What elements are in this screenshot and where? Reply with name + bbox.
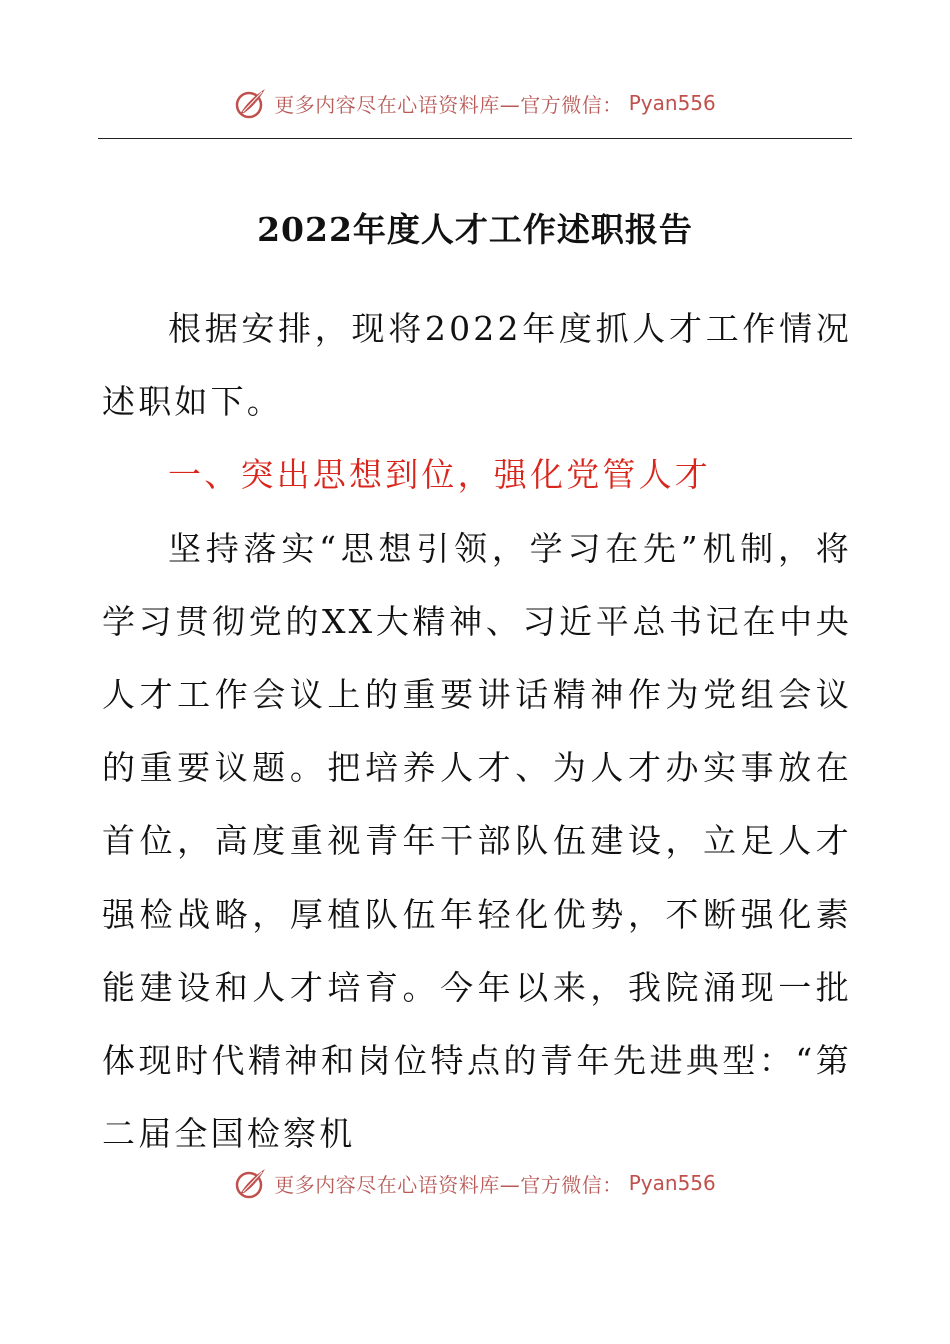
watermark-text: 更多内容尽在心语资料库—官方微信： — [274, 1172, 623, 1197]
footer-watermark — [0, 1166, 950, 1200]
header-divider — [98, 138, 852, 139]
section-heading-1: 一、突出思想到位，强化党管人才 — [168, 455, 711, 495]
document-body — [102, 292, 852, 1170]
document-title: 2022年度人才工作述职报告 — [257, 210, 693, 249]
quill-logo-icon — [234, 1166, 268, 1200]
header-watermark — [0, 86, 950, 120]
watermark-wechat-id: Pyan556 — [628, 1171, 716, 1195]
watermark-wechat-id: Pyan556 — [628, 91, 716, 115]
body-paragraph: 坚持落实“思想引领，学习在先”机制，将学习贯彻党的XX大精神、习近平总书记在中央人才工作会议上的重要讲话精神作为党组会议的重要议题。把培养人才、为人才办实事放在首位，高度重视青年干部队伍建设，立足人才强检战略，厚植队伍年轻化优势，不断强化素能建设和人才培育。今年以来，我院涌现一批体现时代精神和岗位特点的青年先进典型：“第二届全国检察机 — [102, 528, 852, 1154]
watermark-text: 更多内容尽在心语资料库—官方微信： — [274, 92, 623, 117]
intro-paragraph: 根据安排，现将2022年度抓人才工作情况述职如下。 — [102, 309, 852, 422]
quill-logo-icon — [234, 86, 268, 120]
